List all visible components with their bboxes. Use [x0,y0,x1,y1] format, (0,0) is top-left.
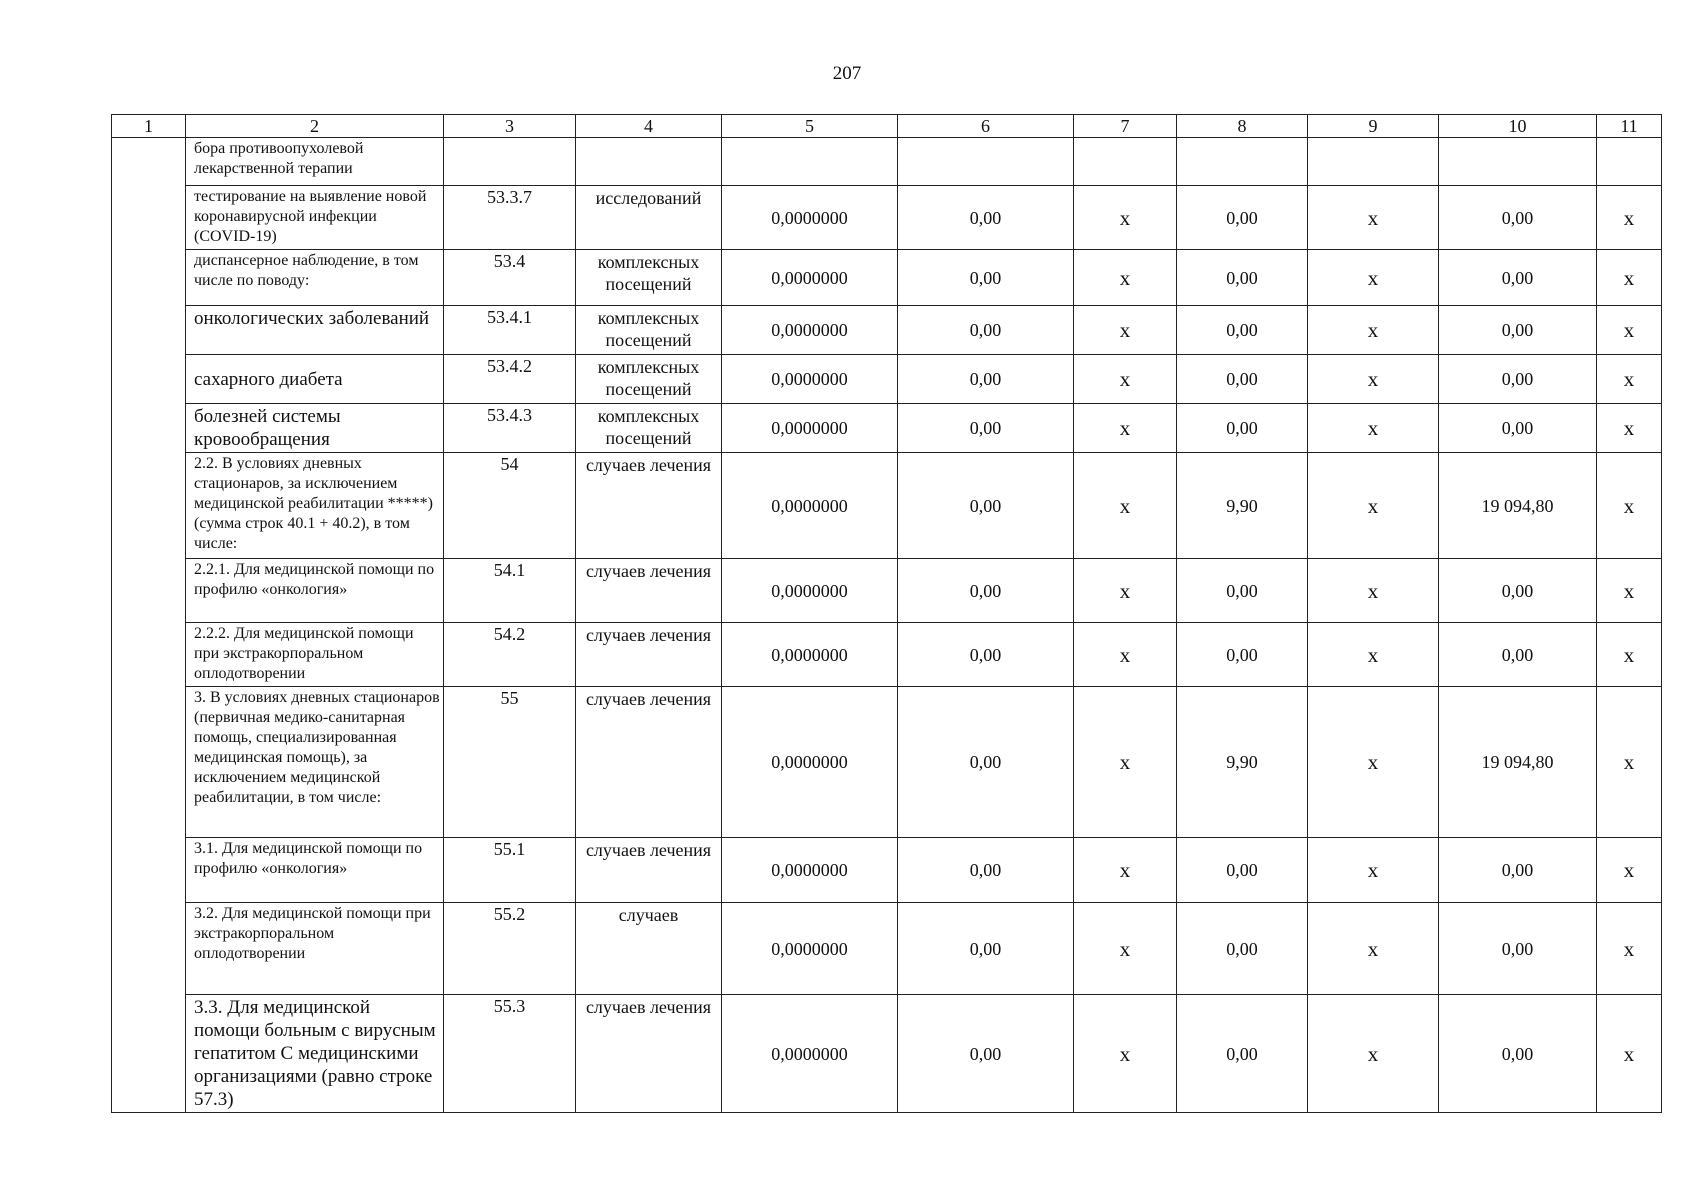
cell-col5: 0,0000000 [722,995,898,1113]
table-header-row [112,115,1662,138]
table-row [112,838,1662,903]
cell-col5: 0,0000000 [722,355,898,404]
row-unit: комплексных посещений [576,250,722,306]
row-description: 3.2. Для медицинской помощи при экстракорпоральном оплодотворении [186,903,444,995]
cell-col11: x [1597,404,1662,453]
row-unit: комплексных посещений [576,404,722,453]
cell-col7: x [1074,306,1177,355]
row-description: онкологических заболеваний [186,306,444,355]
cell-col6: 0,00 [898,404,1074,453]
row-description: тестирование на выявление новой коронавирусной инфекции (COVID-19) [186,186,444,250]
row-unit: комплексных посещений [576,355,722,404]
cell-col11: x [1597,995,1662,1113]
cell-col5 [722,138,898,186]
table-row [112,453,1662,559]
header-cell: 6 [898,115,1074,138]
row-description: 3.3. Для медицинской помощи больным с вирусным гепатитом С медицинскими организациями (равно строке 57.3) [186,995,444,1113]
cell-col8: 0,00 [1177,623,1308,687]
cell-col9: x [1308,559,1439,623]
cell-col11: x [1597,186,1662,250]
row-unit: случаев лечения [576,623,722,687]
cell-col5: 0,0000000 [722,687,898,838]
cell-col9: x [1308,995,1439,1113]
cell-col5: 0,0000000 [722,903,898,995]
header-cell: 5 [722,115,898,138]
cell-col11: x [1597,687,1662,838]
header-cell: 2 [186,115,444,138]
cell-col11: x [1597,623,1662,687]
row-number-cell [112,138,186,1113]
row-description: 2.2.1. Для медицинской помощи по профилю «онкология» [186,559,444,623]
cell-col9: x [1308,453,1439,559]
cell-col10: 0,00 [1439,995,1597,1113]
cell-col9: x [1308,186,1439,250]
cell-col9: x [1308,903,1439,995]
row-code: 55.3 [444,995,576,1113]
cell-col9 [1308,138,1439,186]
row-code: 55.1 [444,838,576,903]
cell-col8: 0,00 [1177,838,1308,903]
row-description: диспансерное наблюдение, в том числе по поводу: [186,250,444,306]
cell-col6: 0,00 [898,186,1074,250]
cell-col7: x [1074,903,1177,995]
cell-col9: x [1308,250,1439,306]
table-row [112,995,1662,1113]
cell-col6: 0,00 [898,995,1074,1113]
cell-col8: 0,00 [1177,995,1308,1113]
cell-col10: 0,00 [1439,250,1597,306]
cell-col9: x [1308,838,1439,903]
cell-col10: 19 094,80 [1439,687,1597,838]
cell-col10: 0,00 [1439,903,1597,995]
table-row [112,404,1662,453]
cell-col10: 19 094,80 [1439,453,1597,559]
row-code: 53.4.1 [444,306,576,355]
cell-col10: 0,00 [1439,838,1597,903]
cell-col5: 0,0000000 [722,186,898,250]
header-cell: 10 [1439,115,1597,138]
cell-col8: 9,90 [1177,453,1308,559]
table-row [112,250,1662,306]
cell-col5: 0,0000000 [722,838,898,903]
cell-col11: x [1597,355,1662,404]
header-cell: 1 [112,115,186,138]
cell-col7: x [1074,838,1177,903]
cell-col8: 0,00 [1177,903,1308,995]
cell-col7: x [1074,623,1177,687]
cell-col11: x [1597,903,1662,995]
row-unit: случаев [576,903,722,995]
table-row [112,138,1662,186]
row-code: 53.3.7 [444,186,576,250]
cell-col6 [898,138,1074,186]
row-description: 3. В условиях дневных стационаров (первичная медико-санитарная помощь, специализированная медицинская помощь), за исключением медицинской реабилитации, в том числе: [186,687,444,838]
cell-col7: x [1074,404,1177,453]
table-row [112,559,1662,623]
row-code: 55.2 [444,903,576,995]
cell-col10: 0,00 [1439,355,1597,404]
table-row [112,186,1662,250]
row-code: 53.4.3 [444,404,576,453]
cell-col5: 0,0000000 [722,559,898,623]
cell-col10 [1439,138,1597,186]
page-number: 207 [832,63,862,84]
cell-col6: 0,00 [898,687,1074,838]
row-code: 54 [444,453,576,559]
cell-col7: x [1074,453,1177,559]
cell-col10: 0,00 [1439,186,1597,250]
row-code: 54.1 [444,559,576,623]
row-description: болезней системы кровообращения [186,404,444,453]
row-unit: комплексных посещений [576,306,722,355]
row-unit: исследований [576,186,722,250]
cell-col11: x [1597,559,1662,623]
row-unit: случаев лечения [576,995,722,1113]
row-description: 2.2.2. Для медицинской помощи при экстракорпоральном оплодотворении [186,623,444,687]
cell-col7: x [1074,687,1177,838]
cell-col7: x [1074,559,1177,623]
cell-col8: 9,90 [1177,687,1308,838]
cell-col7 [1074,138,1177,186]
cell-col5: 0,0000000 [722,623,898,687]
header-cell: 8 [1177,115,1308,138]
row-code [444,138,576,186]
table-row [112,355,1662,404]
cell-col7: x [1074,186,1177,250]
row-code: 53.4 [444,250,576,306]
row-unit: случаев лечения [576,453,722,559]
cell-col6: 0,00 [898,903,1074,995]
cell-col9: x [1308,687,1439,838]
cell-col5: 0,0000000 [722,306,898,355]
cell-col6: 0,00 [898,623,1074,687]
row-description: сахарного диабета [186,355,444,404]
cell-col6: 0,00 [898,838,1074,903]
table-row [112,687,1662,838]
cell-col6: 0,00 [898,250,1074,306]
cell-col11: x [1597,250,1662,306]
cell-col9: x [1308,404,1439,453]
cell-col8: 0,00 [1177,306,1308,355]
cell-col10: 0,00 [1439,404,1597,453]
cell-col7: x [1074,355,1177,404]
cell-col8: 0,00 [1177,186,1308,250]
cell-col8: 0,00 [1177,355,1308,404]
cell-col7: x [1074,995,1177,1113]
row-code: 54.2 [444,623,576,687]
cell-col6: 0,00 [898,355,1074,404]
cell-col5: 0,0000000 [722,453,898,559]
cell-col6: 0,00 [898,306,1074,355]
cell-col6: 0,00 [898,559,1074,623]
data-table [111,114,1662,1113]
cell-col11: x [1597,453,1662,559]
table-row [112,623,1662,687]
header-cell: 3 [444,115,576,138]
header-cell: 7 [1074,115,1177,138]
row-description: 2.2. В условиях дневных стационаров, за исключением медицинской реабилитации *****) (сумма строк 40.1 + 40.2), в том числе: [186,453,444,559]
row-unit: случаев лечения [576,559,722,623]
table-row [112,306,1662,355]
cell-col6: 0,00 [898,453,1074,559]
row-description: бора противоопухолевой лекарственной терапии [186,138,444,186]
row-unit: случаев лечения [576,687,722,838]
row-unit [576,138,722,186]
cell-col11: x [1597,838,1662,903]
cell-col8 [1177,138,1308,186]
cell-col10: 0,00 [1439,623,1597,687]
cell-col8: 0,00 [1177,250,1308,306]
cell-col10: 0,00 [1439,306,1597,355]
row-unit: случаев лечения [576,838,722,903]
row-code: 55 [444,687,576,838]
cell-col11: x [1597,306,1662,355]
cell-col9: x [1308,355,1439,404]
cell-col11 [1597,138,1662,186]
cell-col9: x [1308,306,1439,355]
row-code: 53.4.2 [444,355,576,404]
table-row [112,903,1662,995]
header-cell: 4 [576,115,722,138]
cell-col8: 0,00 [1177,559,1308,623]
cell-col10: 0,00 [1439,559,1597,623]
header-cell: 11 [1597,115,1662,138]
row-description: 3.1. Для медицинской помощи по профилю «онкология» [186,838,444,903]
cell-col7: x [1074,250,1177,306]
cell-col5: 0,0000000 [722,404,898,453]
header-cell: 9 [1308,115,1439,138]
cell-col9: x [1308,623,1439,687]
cell-col8: 0,00 [1177,404,1308,453]
cell-col5: 0,0000000 [722,250,898,306]
